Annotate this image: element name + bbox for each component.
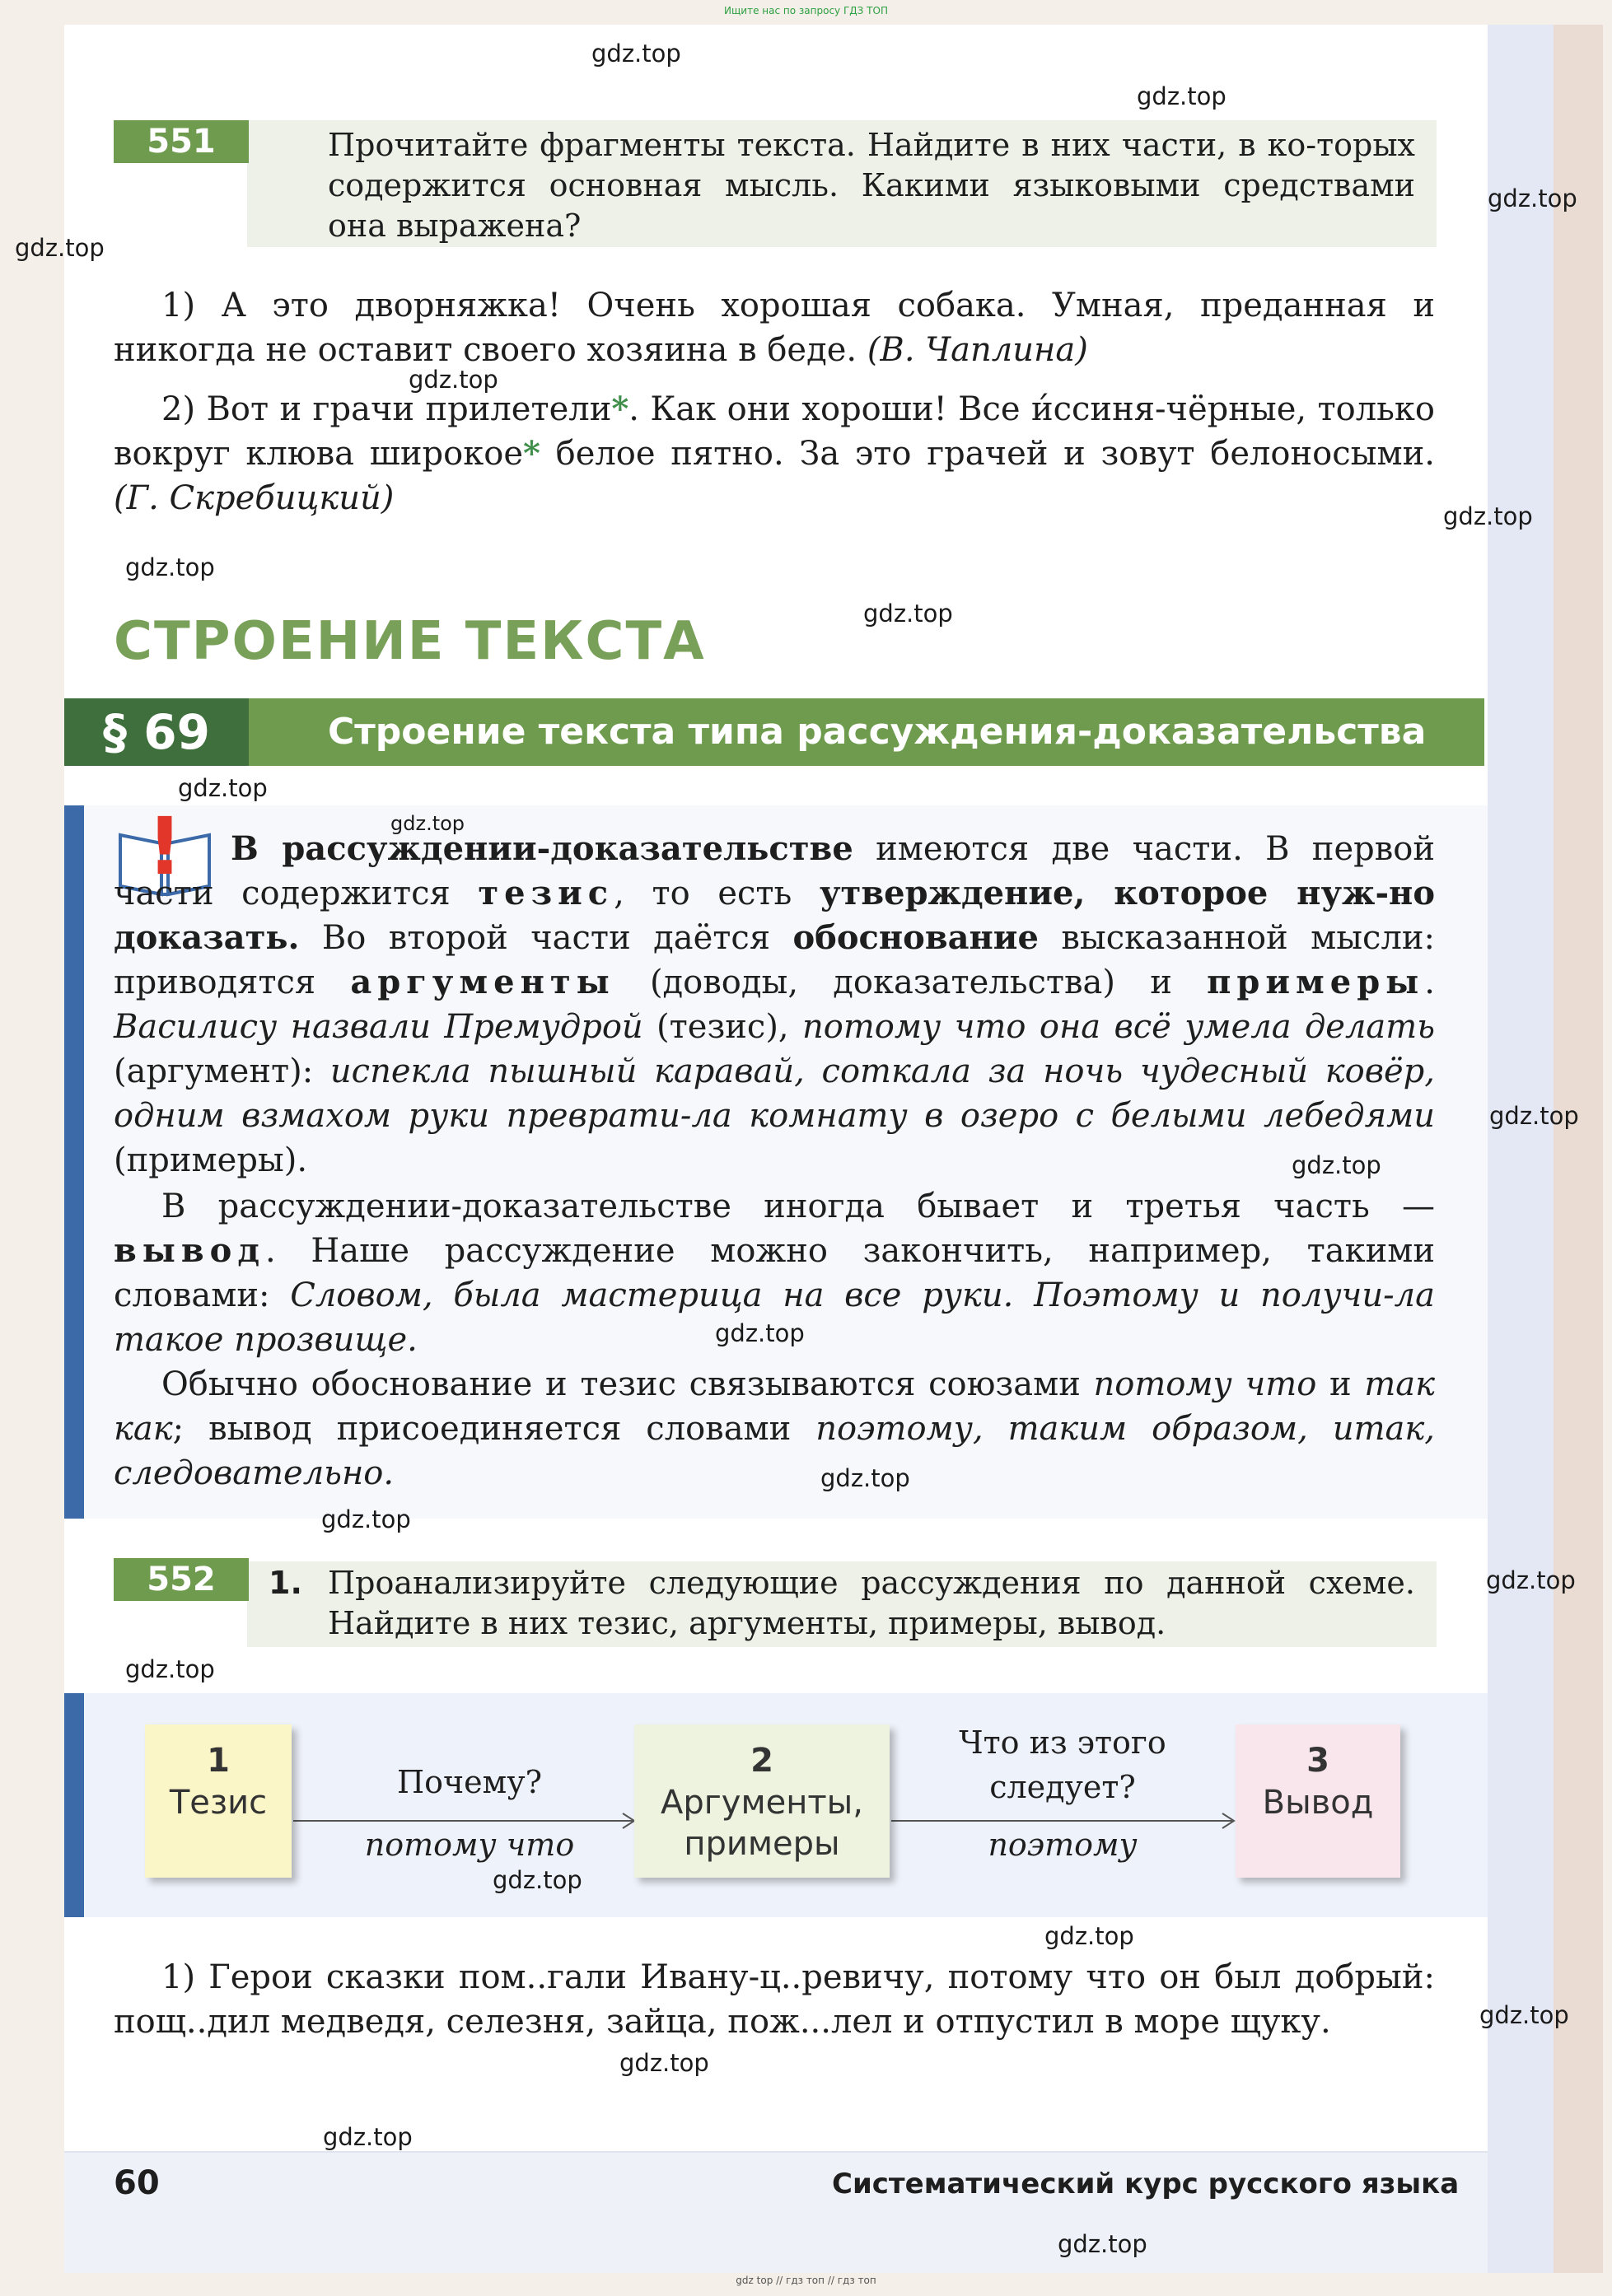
section-heading: СТРОЕНИЕ ТЕКСТА: [114, 611, 706, 672]
bottom-note: gdz top // гдз топ // гдз топ: [736, 2275, 876, 2286]
fragment-2-author: (Г. Скребицкий): [114, 479, 395, 517]
scheme-box-conclusion-label: Вывод: [1262, 1784, 1374, 1822]
watermark: gdz.top: [1443, 502, 1533, 530]
watermark: gdz.top: [863, 600, 953, 628]
rule-term-conclusion: вывод: [114, 1231, 266, 1270]
rule-text: .: [1424, 964, 1435, 1001]
watermark: gdz.top: [1488, 184, 1577, 212]
rule-text: Обычно обоснование и тезис связываются союзами: [161, 1365, 1094, 1403]
scheme-side-bar: [64, 1693, 84, 1917]
fragment-1: [114, 283, 1435, 372]
paragraph-title: Строение текста типа рассуждения-доказательства: [328, 711, 1427, 753]
rule-example: так как: [114, 1365, 1435, 1448]
scheme-question-why: Почему?: [397, 1764, 542, 1800]
rule-text: (аргумент):: [114, 1052, 330, 1090]
watermark: gdz.top: [390, 812, 465, 835]
fragment-2-part-c: белое пятно. За это грачей и зовут белоносыми.: [540, 435, 1435, 473]
rule-term-thesis: тезис: [478, 874, 614, 912]
watermark: gdz.top: [1044, 1922, 1134, 1950]
header-note: Ищите нас по запросу ГДЗ ТОП: [724, 5, 888, 16]
scheme-box-thesis-label: Тезис: [169, 1784, 268, 1822]
rule-text: В рассуждении-доказательстве иногда бывает и третья часть —: [161, 1188, 1435, 1225]
scheme-question-follows-2: следует?: [989, 1769, 1136, 1805]
rule-text: (доводы, доказательства) и: [614, 964, 1208, 1001]
rule-text: , то есть: [614, 875, 820, 912]
footer-title: Систематический курс русского языка: [832, 2168, 1460, 2200]
rule-text: . Наше рассуждение можно закончить, например, такими словами:: [114, 1232, 1435, 1314]
watermark: gdz.top: [125, 1655, 215, 1683]
watermark: gdz.top: [15, 234, 105, 262]
fragment-2-part-a: 2) Вот и грачи прилетели: [161, 390, 612, 428]
scheme-connector-therefore: поэтому: [988, 1827, 1138, 1863]
rule-example: Василису назвали Премудрой: [114, 1008, 643, 1046]
task-551-instruction: Прочитайте фрагменты текста. Найдите в них части, в ко-торых содержится основная мысль. Какими языковыми средствами она выражена?: [328, 127, 1415, 244]
watermark: gdz.top: [321, 1505, 411, 1533]
rule-term-statement: утверждение, которое нуж-но доказать.: [114, 874, 1436, 957]
scheme-box-conclusion: [1236, 1724, 1400, 1878]
task-552-instruction: Проанализируйте следующие рассуждения по данной схеме. Найдите в них тезис, аргументы, примеры, вывод.: [328, 1565, 1415, 1641]
rule-side-bar: [64, 805, 84, 1519]
rule-term-reasoning: В рассуждении-доказательстве: [231, 829, 853, 868]
fragment-1-author: (В. Чаплина): [867, 331, 1088, 369]
watermark: gdz.top: [1486, 1566, 1576, 1594]
watermark: gdz.top: [493, 1866, 582, 1894]
rule-text: Во второй части даётся: [299, 919, 793, 957]
scheme-box-thesis: [145, 1724, 292, 1878]
fragment-2-part-b: . Как они хороши! Все и́ссиня-чёрные, только вокруг клюва широкое: [114, 390, 1435, 473]
exclamation-mark: !: [147, 800, 183, 893]
rule-text: и: [1316, 1365, 1365, 1403]
rule-term-justification: обоснование: [792, 918, 1039, 957]
watermark: gdz.top: [125, 553, 215, 581]
rule-term-examples: примеры: [1207, 963, 1425, 1001]
fragment-1-text: 1) А это дворняжка! Очень хорошая собака. Умная, преданная и никогда не оставит своего хозяина в беде.: [114, 287, 1435, 369]
paragraph-number: § 69: [64, 698, 249, 766]
watermark: gdz.top: [323, 2123, 413, 2151]
task-552-number: 552: [114, 1558, 249, 1601]
watermark: gdz.top: [409, 366, 498, 394]
asterisk-2: *: [523, 434, 540, 473]
scheme-question-follows-1: Что из этого: [959, 1724, 1166, 1761]
scheme-box-conclusion-number: 3: [1306, 1742, 1329, 1780]
scheme-box-arguments-number: 2: [750, 1742, 773, 1780]
page-number: 60: [114, 2164, 160, 2202]
rule-example: потому что: [1093, 1365, 1317, 1403]
watermark: gdz.top: [178, 774, 268, 802]
rule-example: испекла пышный каравай, соткала за ночь чудесный ковёр, одним взмахом руки преврати-ла комнату в озеро с белыми лебедями: [114, 1052, 1436, 1135]
watermark: gdz.top: [820, 1464, 910, 1492]
task-552-part: 1.: [269, 1565, 302, 1601]
rule-example: поэтому, таким образом, итак, следовательно.: [114, 1410, 1435, 1492]
rule-text: ; вывод присоединяется словами: [172, 1410, 816, 1448]
asterisk-1: *: [611, 390, 629, 428]
watermark: gdz.top: [619, 2049, 709, 2077]
rule-text: имеются две части. В первой части содержится: [114, 830, 1435, 912]
scheme-box-arguments-label-1: Аргументы,: [661, 1784, 863, 1822]
exercise-1: 1) Герои сказки пом..гали Ивану-ц..ревичу, потому что он был добрый: пощ..дил медведя, селезня, зайца, пож...лел и отпустил в море щуку.: [114, 1958, 1435, 2041]
rule-example: Словом, была мастерица на все руки. Поэтому и получи-ла такое прозвище.: [114, 1276, 1435, 1359]
watermark: gdz.top: [1489, 1102, 1579, 1130]
watermark: gdz.top: [715, 1319, 805, 1347]
book-edge: [1554, 25, 1603, 2273]
rule-term-arguments: аргументы: [350, 963, 615, 1001]
scheme-connector-because: потому что: [364, 1827, 575, 1863]
rule-text: (тезис),: [642, 1008, 803, 1046]
rule-text: (примеры).: [114, 1141, 308, 1179]
watermark: gdz.top: [1479, 2001, 1569, 2029]
watermark: gdz.top: [591, 40, 681, 68]
scheme-box-arguments-label-2: примеры: [684, 1825, 840, 1863]
watermark: gdz.top: [1137, 82, 1227, 110]
watermark: gdz.top: [1292, 1151, 1381, 1179]
rule-example: потому что она всё умела делать: [802, 1008, 1435, 1046]
fragment-2: [114, 387, 1435, 520]
rule-paragraph-1: [114, 827, 1435, 1183]
rule-text: высказанной мысли: приводятся: [114, 919, 1435, 1001]
scheme-box-arguments: [634, 1724, 890, 1878]
page-margin-strip: [1488, 25, 1554, 2273]
scheme-box-thesis-number: 1: [207, 1742, 230, 1780]
rule-paragraph-3: [114, 1362, 1435, 1496]
watermark: gdz.top: [1058, 2230, 1147, 2258]
task-551-number: 551: [114, 120, 249, 163]
